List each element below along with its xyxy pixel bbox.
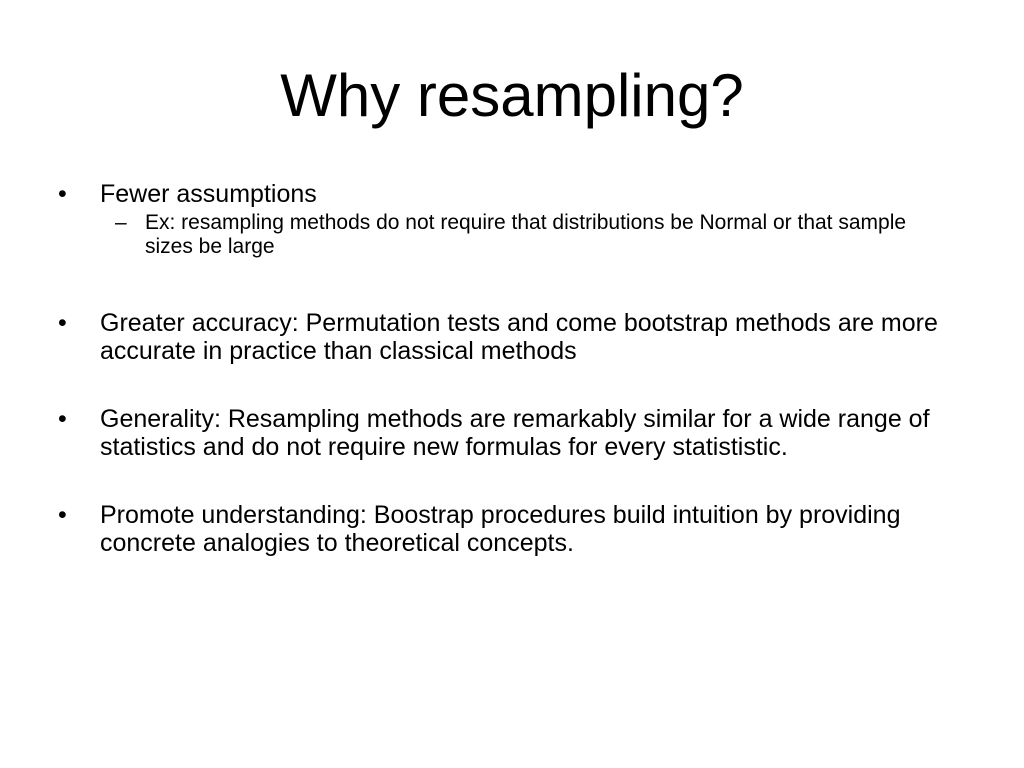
slide-body — [58, 180, 958, 557]
slide-title: Why resampling? — [280, 62, 744, 129]
bullet-promote-understanding — [58, 501, 958, 557]
bullet-text: Generality: Resampling methods are remarkably similar for a wide range of statistics and do not require new formulas for every statististic. — [100, 405, 930, 461]
bullet-generality — [58, 405, 958, 461]
sub-bullet-marker: – — [115, 211, 127, 234]
bullet-text: Greater accuracy: Permutation tests and come bootstrap methods are more accurate in practice than classical methods — [100, 309, 938, 365]
sub-bullet-example — [58, 211, 958, 259]
bullet-text: Promote understanding: Boostrap procedures build intuition by providing concrete analogies to theoretical concepts. — [100, 501, 901, 557]
bullet-marker: • — [58, 501, 67, 529]
bullet-marker: • — [58, 405, 67, 433]
sub-bullet-text: Ex: resampling methods do not require that distributions be Normal or that sample sizes be large — [145, 211, 907, 258]
spacer — [58, 259, 958, 309]
spacer — [58, 365, 958, 405]
bullet-marker: • — [58, 309, 67, 337]
spacer — [58, 461, 958, 501]
bullet-greater-accuracy — [58, 309, 958, 365]
bullet-fewer-assumptions — [58, 180, 958, 208]
bullet-text: Fewer assumptions — [100, 180, 317, 208]
bullet-marker: • — [58, 180, 67, 208]
